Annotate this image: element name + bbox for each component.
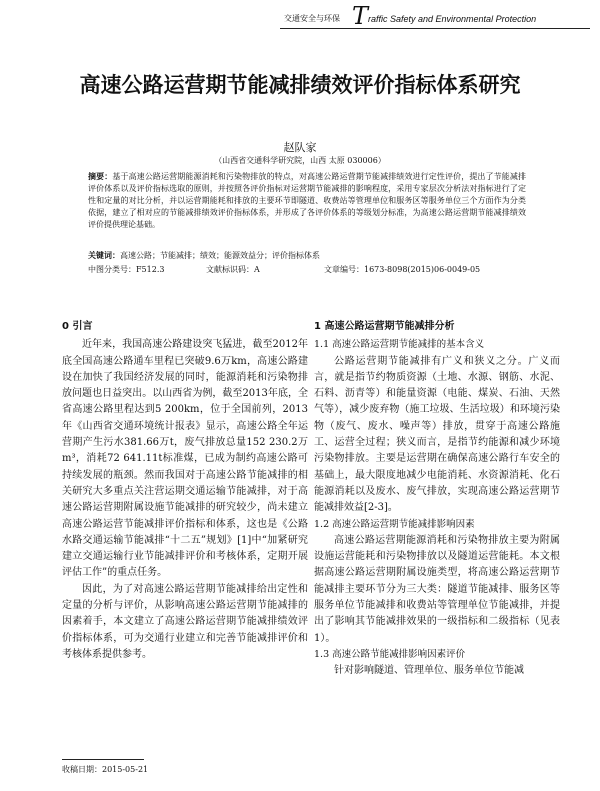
keywords-text: 高速公路；节能减排；绩效；能源效益分；评价指标体系: [120, 251, 320, 260]
paragraph: 近年来，我国高速公路建设突飞猛进，截至2012年底全国高速公路通车里程已突破9.6万km，高速公路建设在加快了我国经济发展的同时，能源消耗和污染物排放问题也日益突出。以山西省为例，截至2013年底，全省高速公路里程达到5 200km，位于全国前列，2013年《山西省交通环境统计报表》显示，高速公路全年运营期产生污水381.66万t，废气排放总量152 230.2万m³，消耗72 641.11t标准煤，已成为制约高速公路可持续发展的瓶颈。然而我国对于高速公路节能减排的相关研究大多重点关注营运期交通运输节能减排，对于高速公路运营期附属设施节能减排的研究较少，尚未建立高速公路运营节能减排评价指标和体系，这也是《公路水路交通运输节能减排“十二五”规划》[1]中“加紧研究建立交通运输行业节能减排评价和考核体系，定期开展评估工作”的重点任务。: [62, 339, 308, 579]
paragraph: 针对影响隧道、管理单位、服务单位节能减: [334, 665, 524, 677]
journal-initial-letter: T: [352, 2, 369, 30]
subsection-heading: 1.2 高速公路运营期节能减排影响因素: [314, 518, 475, 530]
keywords-label: 关键词：: [88, 251, 120, 260]
journal-name-cn: 交通安全与环保: [284, 14, 340, 23]
section-heading-analysis: 1 高速公路运营期节能减排分析: [314, 321, 455, 332]
subsection-heading: 1.3 高速公路节能减排影响因素评价: [314, 648, 466, 660]
affiliation: （山西省交通科学研究院，山西 太原 030006）: [214, 156, 386, 165]
keywords: [88, 250, 526, 261]
clc-number: 中图分类号：F512.3: [88, 265, 165, 274]
abstract: [88, 171, 526, 231]
abstract-text: 基于高速公路运营期能源消耗和污染物排放的特点，对高速公路运营期节能减排绩效进行定性评价，提出了节能减排评价体系以及评价指标选取的原则，并按照各评价指标对运营期节能减排的影响程度，采用专家层次分析法对指标进行了定性和定量的对比分析，并以运营期能耗和排放的主要环节即隧道、收费站等管理单位和服务区等服务单位三个方面作为分类依据，建立了相对应的节能减排绩效评价指标体系，并形成了各评价体系的等级划分标准，为高速公路运营期节能减排绩效评价提供理论基础。: [88, 172, 526, 229]
left-column: [62, 319, 308, 663]
subsection-heading: 1.1 高速公路运营期节能减排的基本含义: [314, 339, 485, 351]
running-header: [270, 2, 590, 30]
journal-name-en: raffic Safety and Environmental Protection: [368, 14, 537, 24]
section-heading-introduction: 0 引言: [62, 321, 93, 332]
paragraph: 公路运营期节能减排有广义和狭义之分。广义而言，就是指节约物质资源（土地、水源、钢筋、水泥、石料、沥青等）和能量资源（电能、煤炭、石油、天然气等），减少废弃物（施工垃圾、生活垃圾）和环境污染物（废气、废水、噪声等）排放，贯穿于高速公路施工、运营全过程；狭义而言，是指节约能源和减少环境污染物排放。主要是运营期在确保高速公路行车安全的基础上，最大限度地减少电能消耗、水资源消耗、化石能源消耗以及废水、废气排放，实现高速公路运营期节能减排效益[2-3]。: [314, 355, 560, 514]
received-date: 收稿日期：2015-05-21: [62, 765, 149, 774]
header-rule: [280, 28, 590, 29]
abstract-label: 摘要：: [88, 172, 113, 181]
paper-title: 高速公路运营期节能减排绩效评价指标体系研究: [79, 73, 521, 97]
footnote-rule: [62, 759, 144, 760]
article-number: 文章编号：1673-8098(2015)06-0049-05: [324, 265, 481, 274]
paragraph: 高速公路运营期能源消耗和污染物排放主要为附属设施运营能耗和污染物排放以及隧道运营能耗。本文根据高速公路运营期附属设施类型，将高速公路运营期节能减排主要环节分为三大类：隧道节能减排、服务区等服务单位节能减排和收费站等管理单位节能减排，并提出了影响其节能减排效果的一级指标和二级指标（见表1）。: [314, 534, 560, 644]
document-code: 文献标识码：A: [206, 265, 260, 274]
right-column: [314, 319, 560, 680]
author: 赵队家: [283, 141, 317, 154]
paragraph: 因此，为了对高速公路运营期节能减排给出定性和定量的分析与评价，从影响高速公路运营期节能减排的因素着手，本文建立了高速公路运营期节能减排绩效评价指标体系，可为交通行业建立和完善节能减排评价和考核体系提供参考。: [62, 583, 308, 660]
